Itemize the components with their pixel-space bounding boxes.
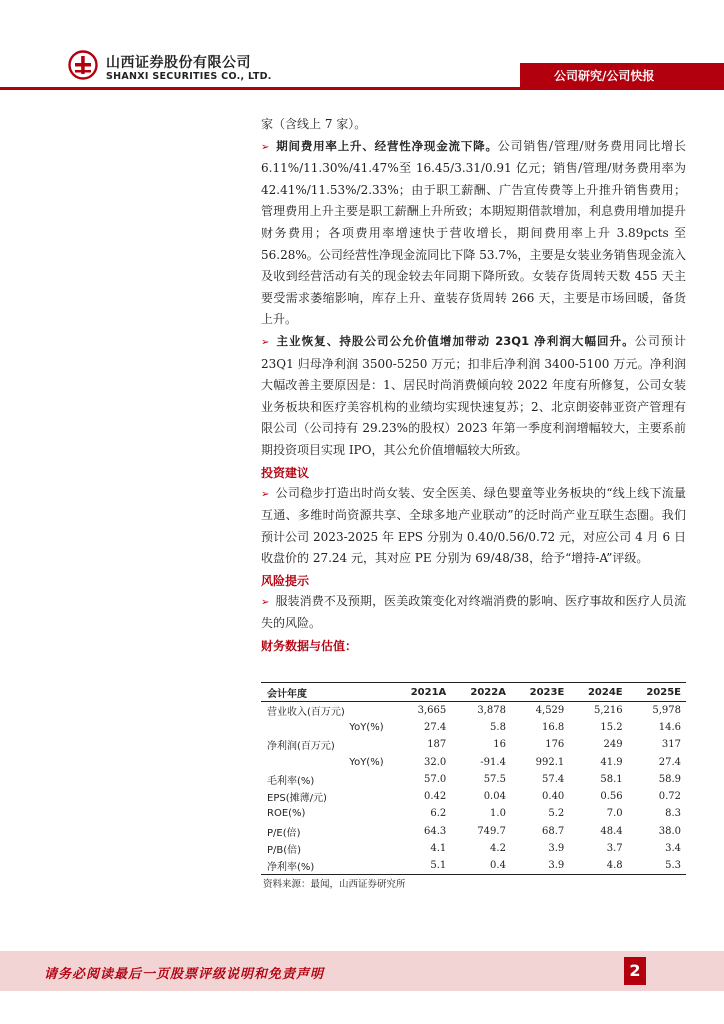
table-cell: 4,529 [535, 704, 565, 716]
table-row [261, 719, 686, 736]
table-cell: 0.56 [600, 791, 623, 803]
bullet-arrow-icon: ➢ [261, 336, 270, 348]
table-cell: 0.72 [658, 791, 681, 803]
table-cell: 14.6 [658, 721, 681, 733]
row-label: ROE(%) [267, 808, 306, 820]
table-row [261, 857, 686, 874]
table-cell: 317 [661, 739, 681, 751]
table-cell: 3,878 [477, 704, 506, 716]
table-cell: 5.1 [392, 857, 452, 874]
row-label: YoY(%) [349, 721, 384, 733]
table-cell: 0.42 [424, 791, 447, 803]
section-title-risk: 风险提示 [261, 573, 310, 588]
table-cell: 68.7 [542, 825, 565, 837]
recovery-title: 主业恢复、持股公司公允价值增加带动 23Q1 净利润大幅回升。 [275, 333, 635, 348]
row-label: EPS(摊薄/元) [267, 793, 327, 805]
company-name-en: SHANXI SECURITIES CO., LTD. [106, 71, 272, 82]
table-cell: 5.8 [490, 721, 506, 733]
table-cell: 1.0 [490, 808, 506, 820]
table-row [261, 702, 686, 719]
continued-line: 家（含线上 7 家）。 [261, 117, 367, 131]
risk-text: 服装消费不及预期，医美政策变化对终端消费的影响、医疗事故和医疗人员流失的风险。 [261, 593, 686, 631]
table-cell: 749.7 [477, 825, 506, 837]
table-cell: 5,978 [652, 704, 681, 716]
table-cell: 57.0 [424, 773, 447, 785]
report-type-label: 公司研究/公司快报 [554, 69, 655, 83]
table-cell: 58.9 [658, 773, 681, 785]
table-cell: 48.4 [600, 825, 623, 837]
table-cell: 0.04 [483, 791, 506, 803]
table-header-row [261, 683, 686, 702]
company-logo-icon [68, 50, 98, 80]
table-cell: 3,665 [417, 704, 447, 716]
table-cell: 32.0 [424, 756, 447, 768]
table-cell: 3.7 [606, 843, 623, 855]
table-cell: 992.1 [535, 756, 565, 768]
footer-disclaimer: 请务必阅读最后一页股票评级说明和免责声明 [44, 967, 325, 982]
recovery-paragraph [261, 331, 686, 462]
table-row [261, 823, 686, 840]
table-cell: 16.8 [542, 721, 565, 733]
table-cell: 27.4 [424, 721, 447, 733]
table-cell: 176 [545, 739, 565, 751]
row-label: 净利率(%) [261, 857, 392, 874]
table-row [261, 771, 686, 788]
bullet-arrow-icon: ➢ [261, 488, 270, 500]
table-cell: -91.4 [480, 756, 506, 768]
table-cell: 6.2 [430, 808, 447, 820]
risk-paragraph [261, 591, 686, 635]
table-cell: 0.4 [451, 857, 511, 874]
table-cell: 41.9 [600, 756, 623, 768]
table-cell: 3.4 [665, 843, 681, 855]
row-label: 净利润(百万元) [267, 741, 335, 753]
table-row [261, 753, 686, 770]
table-cell: 58.1 [600, 773, 623, 785]
table-cell: 57.4 [542, 773, 565, 785]
table-cell: 64.3 [424, 825, 447, 837]
table-cell: 4.8 [569, 857, 627, 874]
table-header-cell: 会计年度 [261, 683, 392, 702]
invest-paragraph [261, 483, 686, 570]
row-label: P/B(倍) [267, 845, 302, 857]
expense-text: 公司销售/管理/财务费用同比增长 6.11%/11.30%/41.47%至 16.45/3.31/0.91 亿元；销售/管理/财务费用率为 42.41%/11.53%/2.33%；由于职工薪酬、广告宣传费等上升推升销售费用；管理费用上升主要是职工薪酬上升所致；本期短期借款增加，利息费用增加提升财务费用；各项费用率增速快于营收增长，期间费用率上升 3.89pcts 至 56.28%。公司经营性净现金流同比下降 53.7%，主要是女装业务销售现金流入及收到经营活动有关的现金较去年同期下降所致。女装存货周转天数 455 天主要受需求萎缩影响，库存上升、童装存货周转 266 天，主要是市场回暖，备货上升。 [261, 138, 686, 327]
table-cell: 16 [493, 739, 506, 751]
table-header-cell: 2021A [392, 683, 452, 702]
table-header-cell: 2025E [628, 683, 686, 702]
table-body [261, 702, 686, 875]
table-cell: 3.9 [548, 843, 565, 855]
table-cell: 15.2 [600, 721, 623, 733]
table-cell: 4.1 [430, 843, 447, 855]
table-cell: 187 [427, 739, 447, 751]
invest-text: 公司稳步打造出时尚女装、安全医美、绿色婴童等业务板块的“线上线下流量互通、多维时尚资源共享、全球多地产业联动”的泛时尚产业互联生态圈。我们预计公司 2023-2025 年 EPS 分别为 0.40/0.56/0.72 元，对应公司 4 月 6 日收盘价的 27.24 元，其对应 PE 分别为 69/48/38，给予“增持-A”评级。 [261, 485, 686, 566]
section-title-invest: 投资建议 [261, 465, 310, 480]
table-cell: 57.5 [483, 773, 506, 785]
table-row [261, 805, 686, 822]
table-source: 资料来源：最闻，山西证券研究所 [263, 879, 406, 890]
table-cell: 27.4 [658, 756, 681, 768]
table-header-cell: 2024E [569, 683, 627, 702]
table-cell: 0.40 [542, 791, 565, 803]
expense-title: 期间费用率上升、经营性净现金流下降。 [275, 138, 498, 153]
report-body [261, 114, 686, 656]
table-row [261, 840, 686, 857]
table-cell: 5,216 [594, 704, 623, 716]
section-title-financials: 财务数据与估值： [261, 639, 358, 654]
bullet-arrow-icon: ➢ [261, 596, 270, 608]
row-label: 营业收入(百万元) [267, 706, 345, 718]
company-name-cn: 山西证券股份有限公司 [106, 55, 251, 71]
table-cell: 8.3 [665, 808, 681, 820]
table-cell: 5.3 [628, 857, 686, 874]
table-cell: 4.2 [490, 843, 506, 855]
table-row [261, 736, 686, 753]
page-header [0, 0, 724, 100]
table-header-cell: 2022A [451, 683, 511, 702]
expense-paragraph [261, 136, 686, 331]
financial-table [261, 682, 686, 875]
table-header-cell: 2023E [511, 683, 569, 702]
row-label: P/E(倍) [267, 827, 301, 839]
row-label: YoY(%) [349, 756, 384, 768]
bullet-arrow-icon: ➢ [261, 141, 270, 153]
page-number: 2 [624, 957, 646, 985]
table-cell: 5.2 [548, 808, 565, 820]
table-cell: 249 [603, 739, 623, 751]
header-divider [0, 87, 724, 90]
table-cell: 38.0 [658, 825, 681, 837]
recovery-text: 公司预计 23Q1 归母净利润 3500-5250 万元；扣非后净利润 3400-5100 万元。净利润大幅改善主要原因是：1、居民时尚消费倾向较 2022 年度有所修复，公司女装业务板块和医疗美容机构的业绩均实现快速复苏；2、北京朗姿韩亚资产管理有限公司（公司持有 29.23%的股权）2023 年第一季度利润增幅较大，主要系前期投资项目实现 IPO，其公允价值增幅较大所致。 [261, 333, 686, 457]
row-label: 毛利率(%) [267, 775, 315, 787]
table-cell: 3.9 [511, 857, 569, 874]
table-cell: 7.0 [606, 808, 623, 820]
table-row [261, 788, 686, 805]
